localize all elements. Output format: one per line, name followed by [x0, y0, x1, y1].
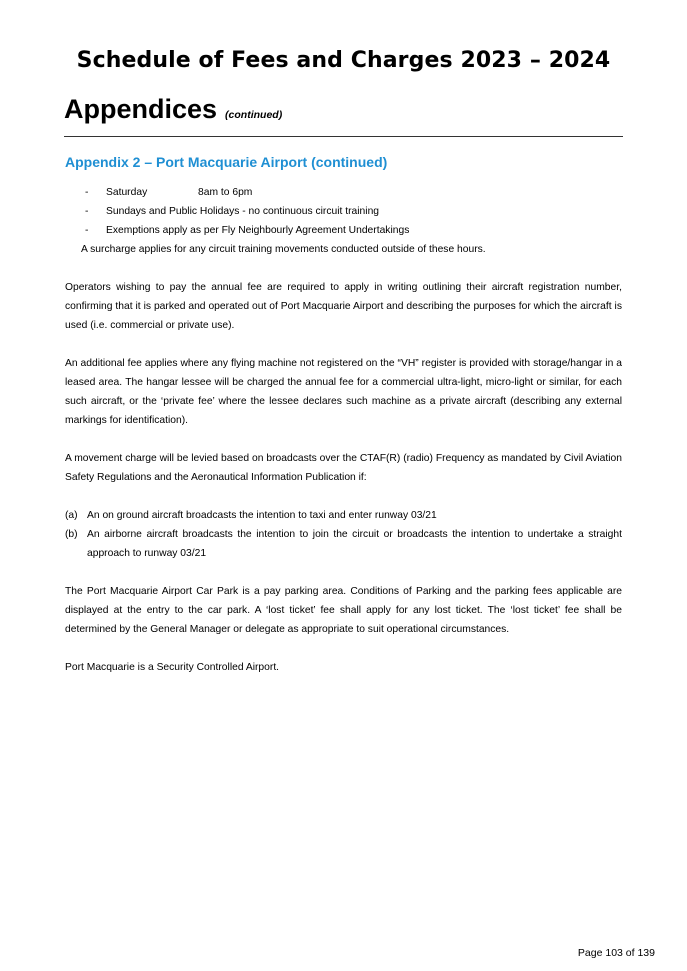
surcharge-note: A surcharge applies for any circuit training movements conducted outside of these hours. [81, 244, 486, 255]
annual-fee-paragraph: Operators wishing to pay the annual fee are required to apply in writing outlining their aircraft registration number, confirming that it is parked and operated out of Port Macquarie Airport and describing the purposes for which the aircraft is used (i.e. commercial or private use). [65, 282, 622, 331]
hours-list [65, 183, 622, 240]
security-paragraph: Port Macquarie is a Security Controlled Airport. [65, 662, 280, 673]
list-item [65, 202, 622, 221]
list-item-text: Sundays and Public Holidays - no continuous circuit training [106, 206, 380, 217]
page-content [65, 183, 622, 677]
document-title: Schedule of Fees and Charges 2023 – 2024 [76, 48, 611, 73]
list-item-text: Exemptions apply as per Fly Neighbourly Agreement Undertakings [106, 225, 410, 236]
condition-label: (b) [65, 529, 78, 540]
list-item [65, 221, 622, 240]
day-label: Saturday [106, 187, 148, 198]
bullet-dash: - [85, 187, 89, 198]
section-title [64, 94, 282, 125]
list-item [65, 506, 622, 525]
header-divider [64, 136, 623, 137]
condition-text: An airborne aircraft broadcasts the intention to join the circuit or broadcasts the intention to undertake a straight approach to runway 03/21 [87, 529, 622, 559]
bullet-dash: - [85, 206, 89, 217]
appendix-heading: Appendix 2 – Port Macquarie Airport (continued) [65, 154, 388, 170]
section-subtitle: (continued) [225, 109, 283, 121]
section-title-text: Appendices [64, 94, 218, 124]
condition-text: An on ground aircraft broadcasts the intention to taxi and enter runway 03/21 [87, 510, 437, 521]
page-number: Page 103 of 139 [577, 947, 655, 959]
hangar-fee-paragraph: An additional fee applies where any flying machine not registered on the “VH” register is provided with storage/hangar in a leased area. The hangar lessee will be charged the annual fee for a commercial ultra-light, micro-light or similar, for each such aircraft, or the ‘private fee’ where the lessee declares such machine as a private aircraft (describing any external markings for identification). [65, 358, 622, 426]
list-item-text: 8am to 6pm [198, 187, 253, 198]
bullet-dash: - [85, 225, 89, 236]
list-item [65, 525, 622, 563]
list-item [65, 183, 622, 202]
movement-charge-paragraph: A movement charge will be levied based on broadcasts over the CTAF(R) (radio) Frequency as mandated by Civil Aviation Safety Regulations and the Aeronautical Information Publication if: [65, 453, 622, 483]
movement-conditions-list [65, 506, 622, 563]
condition-label: (a) [65, 510, 78, 521]
car-park-paragraph: The Port Macquarie Airport Car Park is a pay parking area. Conditions of Parking and the parking fees applicable are displayed at the entry to the car park. A ‘lost ticket’ fee shall apply for any lost ticket. The ‘lost ticket’ fee shall be determined by the General Manager or delegate as appropriate to suit operational circumstances. [65, 586, 622, 635]
